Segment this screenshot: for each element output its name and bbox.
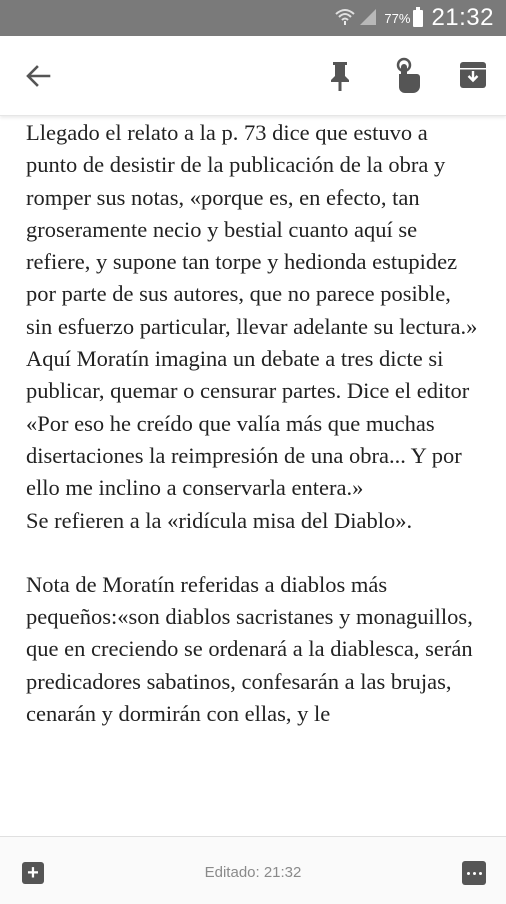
back-button[interactable] — [22, 60, 54, 92]
edited-timestamp: Editado: 21:32 — [204, 864, 302, 881]
pin-button[interactable] — [324, 58, 356, 94]
note-paragraph: Llegado el relato a la p. 73 dice que estuvo a punto de desistir de la publicación de la obra y romper sus notas, «porque es, en efecto, tan groseramente necio y bestial cuanto aquí se refiere, y supone tan torpe y hedionda estupidez por parte de sus autores, que no parece posible, sin esfuerzo particular, llevar adelante su lectura.» — [26, 120, 478, 339]
blank-line — [26, 537, 480, 569]
archive-icon — [456, 58, 490, 92]
note-paragraph: Se refieren a la «ridícula misa del Diablo». — [26, 507, 413, 533]
bottom-bar — [0, 836, 506, 904]
battery-percent: 77% — [384, 10, 411, 26]
archive-button[interactable] — [456, 58, 490, 92]
note-paragraph: Aquí Moratín imagina un debate a tres dicte si publicar, quemar o censurar partes. Dice el editor «Por eso he creído que valía más que muchas disertaciones la reimpresión de una obra... Y por ello me inclino a conservarla entera.» — [26, 346, 475, 501]
back-arrow-icon — [25, 63, 51, 89]
add-box-icon[interactable]: + — [22, 862, 44, 884]
reminder-button[interactable] — [386, 56, 426, 96]
note-body[interactable] — [0, 117, 506, 835]
note-toolbar — [0, 36, 506, 116]
note-paragraph: Nota de Moratín referidas a diablos más pequeños:«son diablos sacristanes y monaguillos, que en creciendo se ordenará a la diablesca, serán predicadores sabatinos, confesarán a las brujas, cenarán y dormirán con ellas, y le — [26, 571, 479, 727]
status-bar — [0, 0, 506, 36]
pin-icon — [324, 58, 356, 94]
wifi-signal-icon — [334, 6, 378, 31]
battery-icon — [413, 10, 423, 27]
more-horiz-icon[interactable] — [462, 861, 486, 885]
status-time: 21:32 — [431, 4, 494, 31]
touch-gesture-icon — [386, 56, 426, 96]
